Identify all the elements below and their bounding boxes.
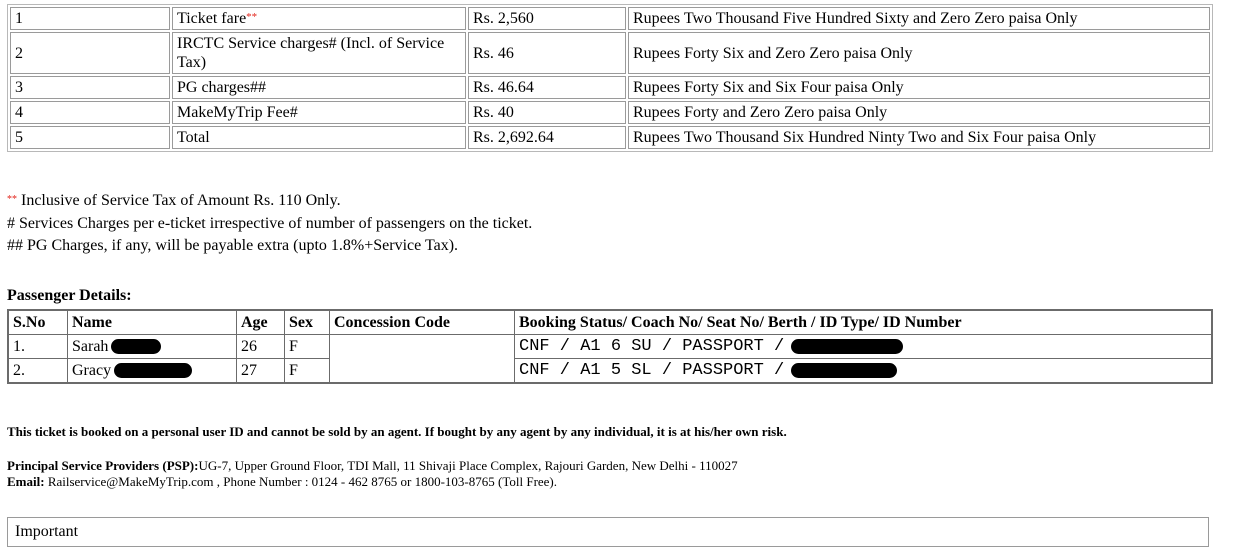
psp-contact-line: [7, 474, 738, 490]
note-line: # Services Charges per e-ticket irrespective of number of passengers on the ticket.: [7, 214, 533, 232]
fare-row-words: Rupees Forty Six and Six Four paisa Only: [628, 76, 1210, 99]
passenger-header-row: [8, 310, 1212, 335]
header-booking-status: Booking Status/ Coach No/ Seat No/ Berth / ID Type/ ID Number: [515, 310, 1213, 335]
fare-row-number: 5: [10, 126, 170, 149]
passenger-row: [8, 359, 1212, 384]
booking-status-text: CNF / A1 6 SU / PASSPORT /: [519, 337, 785, 356]
fare-row-description: IRCTC Service charges# (Incl. of Service Tax): [172, 32, 466, 74]
note-line: ## PG Charges, if any, will be payable extra (upto 1.8%+Service Tax).: [7, 237, 459, 254]
psp-address-line: [7, 458, 738, 474]
passenger-first-name: Gracy: [72, 361, 112, 379]
redaction-mark: [114, 363, 192, 378]
footnote-star: **: [7, 194, 17, 205]
passenger-name: [68, 335, 237, 359]
fare-desc-text: Ticket fare: [177, 10, 247, 27]
passenger-concession: [330, 335, 515, 384]
fare-row-words: Rupees Two Thousand Six Hundred Ninty Two and Six Four paisa Only: [628, 126, 1210, 149]
fare-row: [10, 101, 1210, 124]
header-name: Name: [68, 310, 237, 335]
fare-row-amount: Rs. 46: [468, 32, 626, 74]
psp-info: [7, 458, 738, 490]
fare-row: [10, 32, 1210, 74]
fare-row-amount: Rs. 2,560: [468, 7, 626, 30]
fare-row-amount: Rs. 40: [468, 101, 626, 124]
fare-notes: [7, 190, 532, 258]
agent-disclaimer: This ticket is booked on a personal user ID and cannot be sold by an agent. If bought by any agent by any individual, it is at his/her own risk.: [7, 424, 787, 439]
email-label: Email:: [7, 474, 45, 489]
important-box: [7, 517, 1209, 547]
fare-row: [10, 7, 1210, 30]
note-text: Inclusive of Service Tax of Amount Rs. 110 Only.: [17, 192, 341, 209]
passenger-sex: F: [285, 335, 330, 359]
fare-row-words: Rupees Two Thousand Five Hundred Sixty and Zero Zero paisa Only: [628, 7, 1210, 30]
redaction-mark: [111, 339, 161, 354]
passenger-sno: 2.: [8, 359, 68, 384]
booking-status-text: CNF / A1 5 SL / PASSPORT /: [519, 361, 785, 380]
header-sex: Sex: [285, 310, 330, 335]
fare-row-number: 1: [10, 7, 170, 30]
passenger-details-heading: Passenger Details:: [7, 287, 132, 304]
psp-label: Principal Service Providers (PSP):: [7, 458, 199, 473]
header-age: Age: [237, 310, 285, 335]
fare-row-description: [172, 7, 466, 30]
fare-row-amount: Rs. 46.64: [468, 76, 626, 99]
fare-row-number: 3: [10, 76, 170, 99]
psp-contact: Railservice@MakeMyTrip.com , Phone Number : 0124 - 462 8765 or 1800-103-8765 (Toll Free).: [44, 474, 558, 489]
header-sno: S.No: [8, 310, 68, 335]
fare-row-words: Rupees Forty Six and Zero Zero paisa Only: [628, 32, 1210, 74]
passenger-booking-status: [515, 335, 1213, 359]
footnote-star: **: [246, 11, 258, 23]
fare-row-words: Rupees Forty and Zero Zero paisa Only: [628, 101, 1210, 124]
psp-address: UG-7, Upper Ground Floor, TDI Mall, 11 Shivaji Place Complex, Rajouri Garden, New Delhi - 110027: [198, 458, 738, 473]
fare-row: [10, 76, 1210, 99]
fare-table: [7, 4, 1213, 152]
passenger-name: [68, 359, 237, 384]
passenger-row: [8, 335, 1212, 359]
passenger-table: [7, 309, 1213, 384]
passenger-booking-status: [515, 359, 1213, 384]
passenger-age: 27: [237, 359, 285, 384]
fare-row-number: 2: [10, 32, 170, 74]
fare-row: [10, 126, 1210, 149]
important-label: Important: [15, 523, 79, 540]
fare-row-description: Total: [172, 126, 466, 149]
fare-row-amount: Rs. 2,692.64: [468, 126, 626, 149]
passenger-first-name: Sarah: [72, 337, 109, 355]
passenger-sno: 1.: [8, 335, 68, 359]
fare-row-number: 4: [10, 101, 170, 124]
redaction-mark: [791, 363, 897, 378]
passenger-age: 26: [237, 335, 285, 359]
passenger-sex: F: [285, 359, 330, 384]
fare-row-description: MakeMyTrip Fee#: [172, 101, 466, 124]
note-line: [7, 190, 532, 213]
redaction-mark: [791, 339, 903, 354]
header-concession: Concession Code: [330, 310, 515, 335]
fare-row-description: PG charges##: [172, 76, 466, 99]
